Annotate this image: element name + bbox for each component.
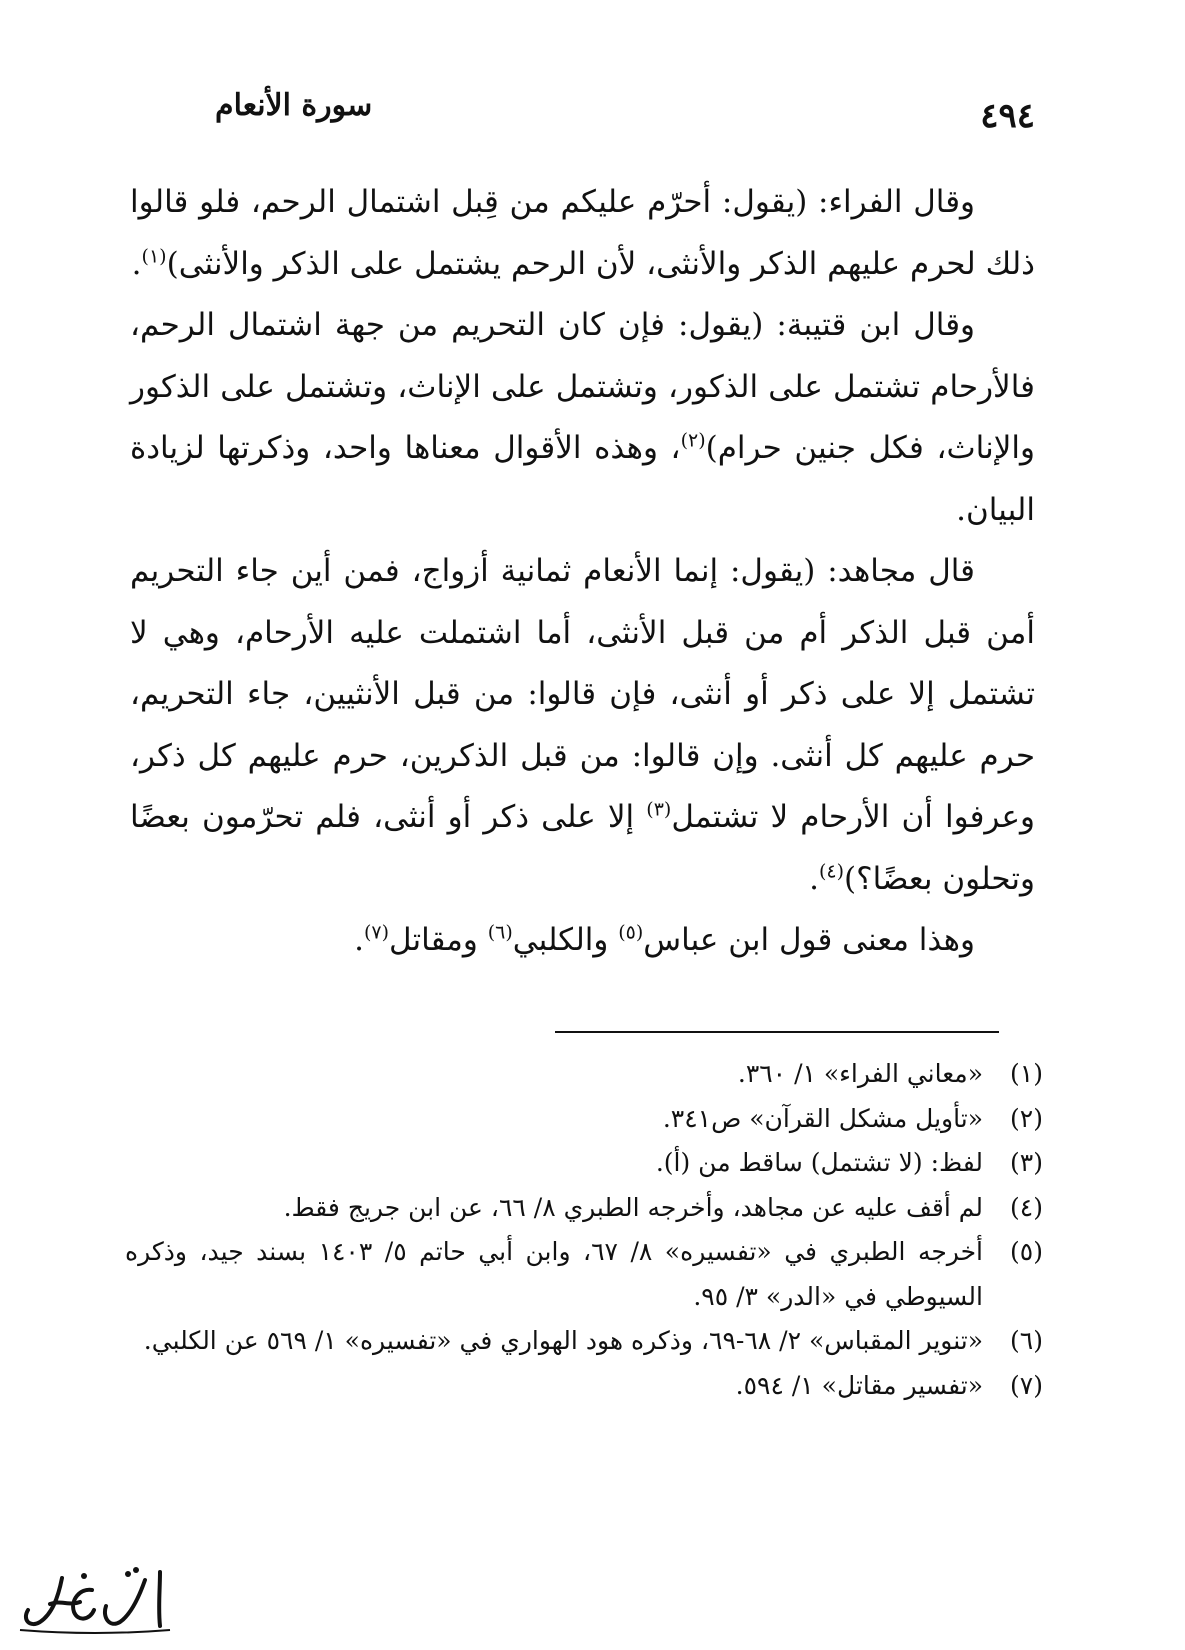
footnote-text: «تفسير مقاتل» ١/ ٥٩٤. [735, 1370, 983, 1400]
footnote-number: (٣) [1010, 1148, 1043, 1177]
footnote-number: (٥) [1010, 1237, 1043, 1266]
footnote-text: «معاني الفراء» ١/ ٣٦٠. [737, 1059, 983, 1088]
footnote-separator [555, 1031, 999, 1033]
footnote-text: «تأويل مشكل القرآن» ص٣٤١. [662, 1103, 983, 1133]
surah-title: سورة الأنعام [215, 88, 373, 123]
footnote-item [125, 1230, 1043, 1319]
footnote-item [125, 1052, 1043, 1097]
main-text [130, 172, 1035, 972]
footnote-item [125, 1186, 1043, 1231]
footnotes [125, 1052, 1043, 1408]
paragraph-farra: وقال الفراء: (يقول: أحرّم عليكم من قِبل اشتمال الرحم، فلو قالوا ذلك لحرم عليهم الذكر والأنثى، لأن الرحم يشتمل على الذكر والأنثى)$^{(١)}$. [130, 184, 1035, 282]
footnote-number: (١) [1010, 1059, 1043, 1088]
paragraph-ibn-qutaybah: وقال ابن قتيبة: (يقول: فإن كان التحريم من جهة اشتمال الرحم، فالأرحام تشتمل على الذكور، وتشتمل على الإناث، وتشتمل على الذكور والإناث، فكل جنين حرام)$^{(٢)}$، وهذه الأقوال معناها واحد، وذكرتها لزيادة البيان. [130, 307, 1036, 528]
footnote-number: (٧) [1010, 1370, 1043, 1400]
footnote-text: لفظ: (لا تشتمل) ساقط من (أ). [655, 1148, 983, 1177]
footnote-text: لم أقف عليه عن مجاهد، وأخرجه الطبري ٨/ ٦٦، عن ابن جريج فقط. [283, 1192, 983, 1222]
calligraphy-logo [10, 1560, 180, 1640]
footnote-ref-5: (٥) [618, 921, 644, 944]
footnote-number: (٢) [1010, 1103, 1043, 1133]
footnote-item [125, 1319, 1043, 1364]
footnote-ref-2: (٢) [680, 429, 706, 452]
footnote-ref-3: (٣) [646, 798, 672, 821]
footnote-item [125, 1364, 1043, 1409]
paragraph-mujahid: قال مجاهد: (يقول: إنما الأنعام ثمانية أزواج، فمن أين جاء التحريم أمن قبل الذكر أم من قبل الأنثى، أما اشتملت عليه الأرحام، وهي لا تشتمل إلا على ذكر أو أنثى، فإن قالوا: من قبل الأنثيين، جاء التحريم، حرم عليهم كل أنثى. وإن قالوا: من قبل الذكرين، حرم عليهم كل ذكر، وعرفوا أن الأرحام لا تشتمل$^{(٣)}$ إلا على ذكر أو أنثى، فلم تحرّمون بعضًا وتحلون بعضًا؟)$^{(٤)}$. [130, 553, 1035, 897]
footnote-item [125, 1097, 1043, 1142]
footnote-ref-6: (٦) [487, 921, 513, 944]
footnote-number: (٦) [1010, 1326, 1043, 1355]
footnote-item [125, 1141, 1043, 1186]
footnote-number: (٤) [1010, 1192, 1043, 1222]
footnote-text: أخرجه الطبري في «تفسيره» ٨/ ٦٧، وابن أبي حاتم ٥/ ١٤٠٣ بسند جيد، وذكره السيوطي في «الدر» ٣/ ٩٥. [125, 1237, 984, 1311]
paragraph-summary: وهذا معنى قول ابن عباس$^{(٥)}$ والكلبي$^{(٦)}$ ومقاتل$^{(٧)}$. [354, 921, 975, 958]
footnote-ref-4: (٤) [818, 860, 845, 883]
footnote-ref-7: (٧) [363, 921, 390, 944]
page-number: ٤٩٤ [980, 96, 1035, 136]
page-header [215, 88, 1035, 138]
footnote-ref-1: (١) [141, 245, 167, 268]
footnote-text: «تنوير المقباس» ٢/ ٦٨-٦٩، وذكره هود الهواري في «تفسيره» ١/ ٥٦٩ عن الكلبي. [143, 1326, 983, 1355]
